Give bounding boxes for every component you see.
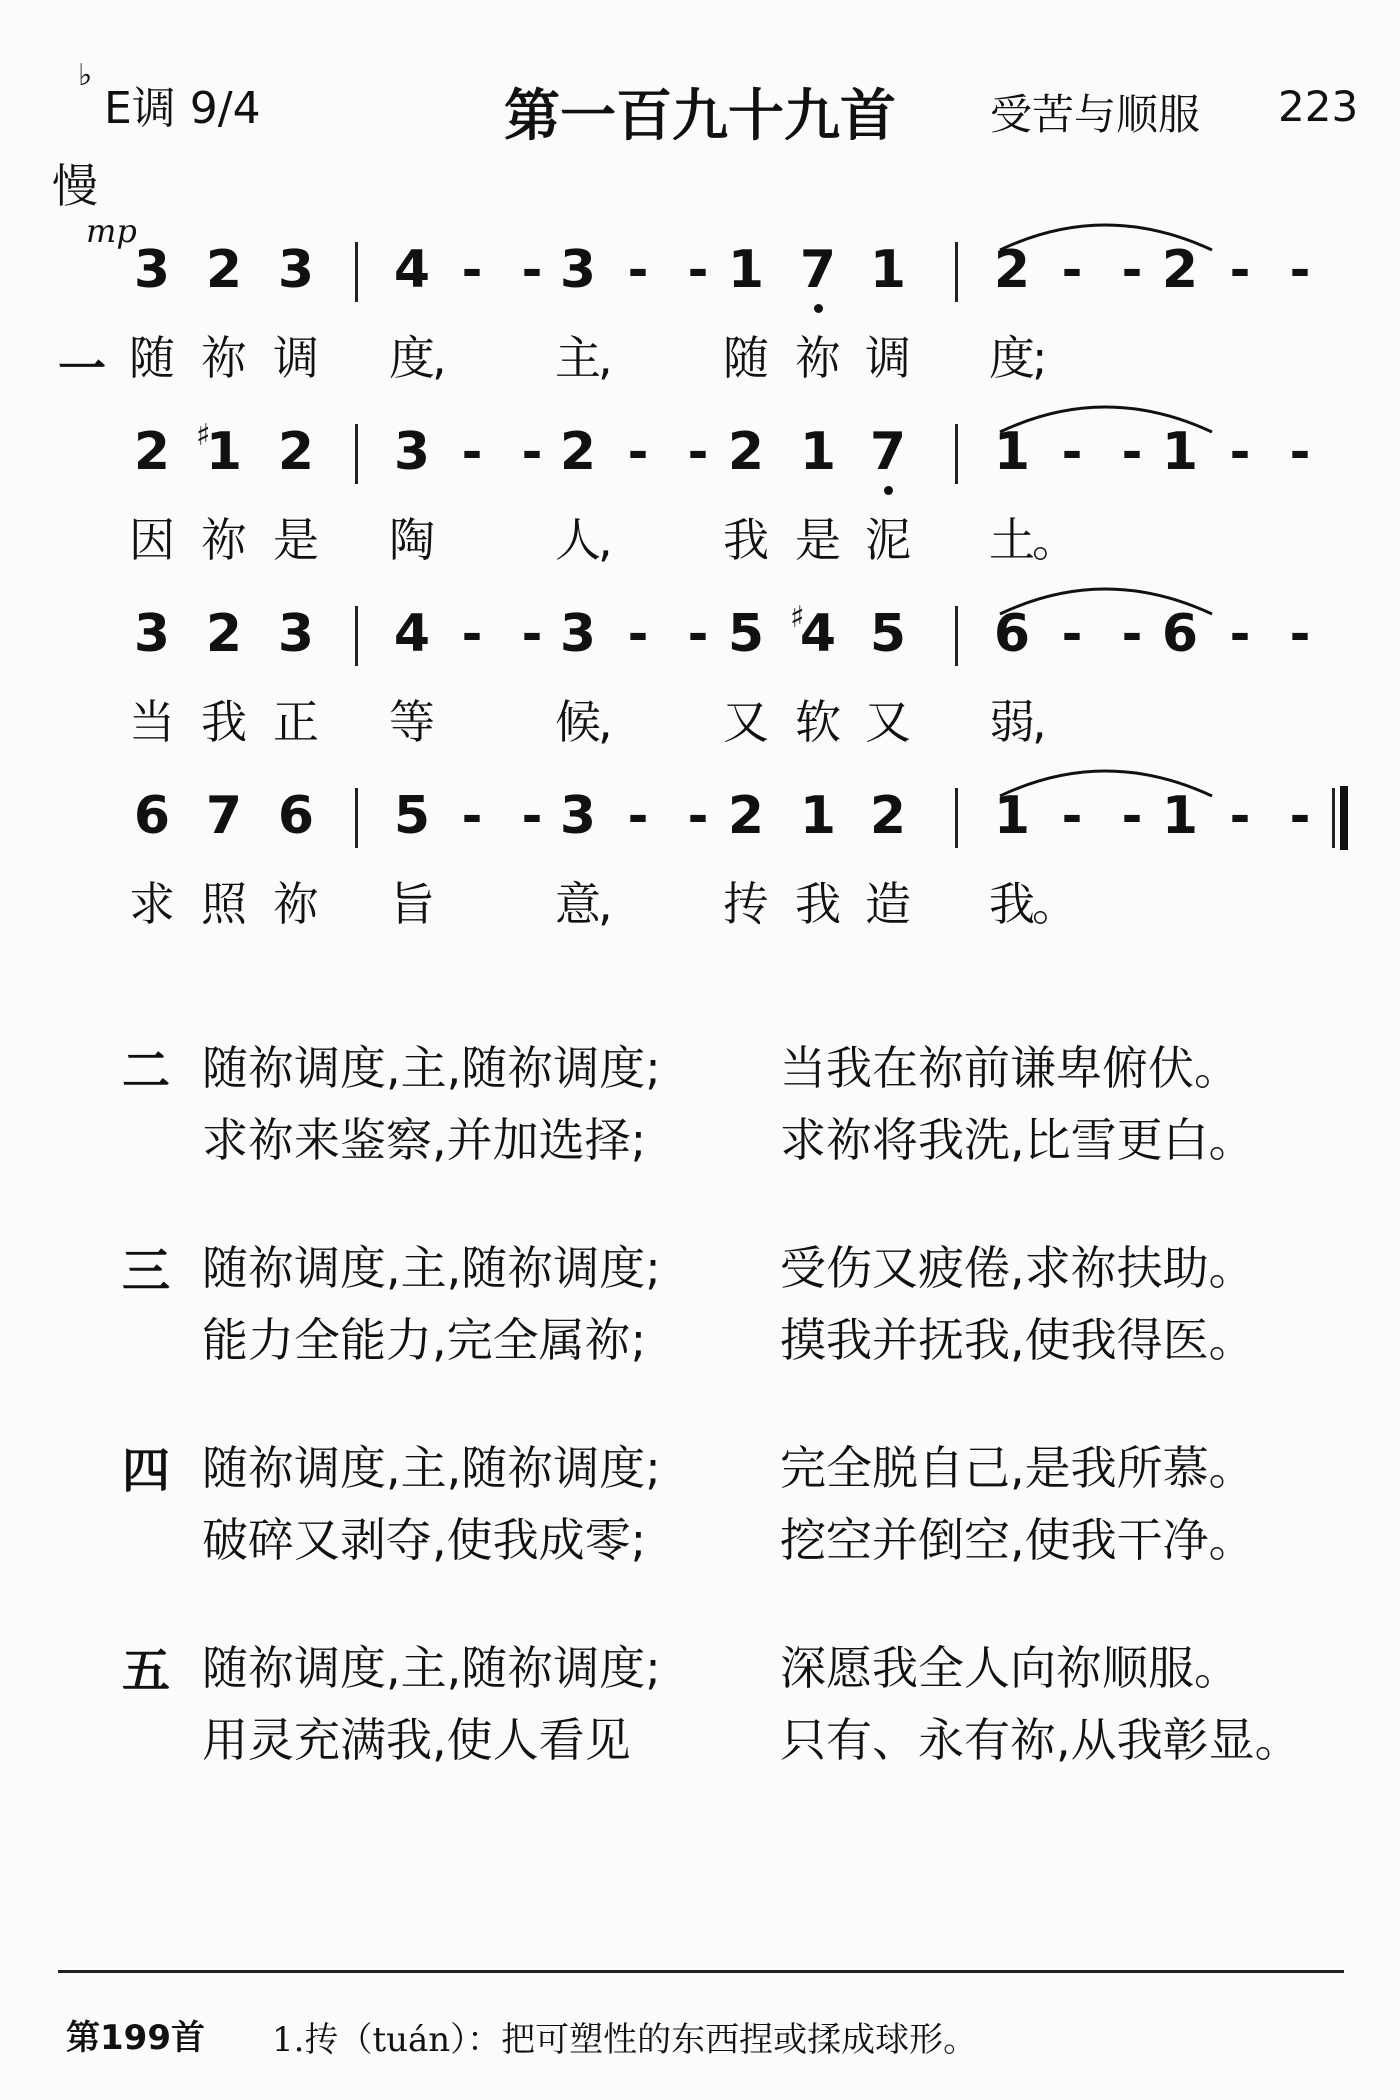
lyric-character: 祢 <box>795 331 841 385</box>
note-dash: - <box>1229 787 1251 845</box>
note-dash: - <box>1289 241 1311 299</box>
lyric-character: 土 <box>989 513 1035 567</box>
note: 3 <box>133 240 171 300</box>
footnote-divider <box>58 1970 1344 1973</box>
note: 3 <box>559 604 597 664</box>
tempo-marking: 慢 <box>52 159 98 213</box>
note: 2 <box>205 604 243 664</box>
lyric-character: 调 <box>273 331 319 385</box>
tie-line-3 <box>1000 589 1212 614</box>
lyric-character: 抟 <box>723 877 769 931</box>
note-dash: - <box>1229 241 1251 299</box>
note: 2 <box>727 422 765 482</box>
verse-line: 受伤又疲倦,求祢扶助。 <box>780 1241 1255 1295</box>
note: 2 <box>993 240 1031 300</box>
note-dash: - <box>687 241 709 299</box>
verse-line: 求祢将我洗,比雪更白。 <box>780 1113 1255 1167</box>
lyric-punctuation: , <box>598 513 613 567</box>
lyric-character: 人 <box>555 513 601 567</box>
note: 2 <box>277 422 315 482</box>
verse-line: 摸我并抚我,使我得医。 <box>780 1313 1255 1367</box>
note: 3 <box>559 786 597 846</box>
lyric-character: 泥 <box>865 513 911 567</box>
note-dash: - <box>521 241 543 299</box>
lyric-character: 造 <box>865 877 911 931</box>
lyric-character: 等 <box>389 695 435 749</box>
note-dash: - <box>687 605 709 663</box>
lyric-punctuation: 。 <box>1032 877 1078 931</box>
lyric-punctuation: , <box>1032 695 1047 749</box>
lyric-character: 意 <box>555 877 601 931</box>
verse-line: 随祢调度,主,随祢调度; <box>202 1641 661 1695</box>
lyric-character: 是 <box>795 513 841 567</box>
lyric-character: 度 <box>389 331 435 385</box>
note: 1 <box>1161 422 1199 482</box>
lyric-character: 旨 <box>389 877 435 931</box>
verse-line: 求祢来鉴察,并加选择; <box>202 1113 647 1167</box>
note: 6 <box>993 604 1031 664</box>
note: 1 <box>993 422 1031 482</box>
lyric-character: 当 <box>129 695 175 749</box>
note: 1 <box>869 240 907 300</box>
note-dash: - <box>1229 423 1251 481</box>
page-number: 223 <box>1278 82 1359 131</box>
note-dash: - <box>1121 241 1143 299</box>
note-dash: - <box>1289 605 1311 663</box>
lyric-punctuation: , <box>598 331 613 385</box>
tie-line-1 <box>1000 225 1212 250</box>
note: 4 ♯ <box>786 604 850 664</box>
verse-number: 五 <box>122 1643 171 1699</box>
note: 2 <box>1161 240 1199 300</box>
lyric-character: 候 <box>555 695 601 749</box>
note-dash: - <box>1289 423 1311 481</box>
footnote-text: 1.抟（tuán）：把可塑性的东西捏或揉成球形。 <box>272 2020 978 2060</box>
key-text: E调 9/4 <box>104 83 261 134</box>
verse-number: 二 <box>122 1043 171 1099</box>
note-dash: - <box>1061 605 1083 663</box>
note-dash: - <box>627 787 649 845</box>
note: 3 <box>559 240 597 300</box>
verse-line: 当我在祢前谦卑俯伏。 <box>780 1041 1240 1095</box>
note-dash: - <box>521 423 543 481</box>
sharp-symbol: ♯ <box>196 418 211 453</box>
note-dash: - <box>461 787 483 845</box>
lyric-character: 随 <box>723 331 769 385</box>
verse-line: 能力全能力,完全属祢; <box>202 1313 647 1367</box>
lyric-character: 调 <box>865 331 911 385</box>
note-dash: - <box>627 241 649 299</box>
hymn-title: 第一百九十九首 <box>504 84 896 149</box>
note: 2 <box>133 422 171 482</box>
note-dash: - <box>461 605 483 663</box>
note: 1 ♯ <box>192 422 256 482</box>
note: 7 <box>799 240 837 300</box>
hymn-category: 受苦与顺服 <box>990 90 1201 139</box>
note: 7 <box>869 422 907 482</box>
dynamic-marking: mp <box>86 212 137 250</box>
note: 3 <box>393 422 431 482</box>
lyric-character: 随 <box>129 331 175 385</box>
note-dash: - <box>1289 787 1311 845</box>
flat-symbol: ♭ <box>78 58 93 93</box>
lyric-character: 主 <box>555 331 601 385</box>
note-dash: - <box>1121 423 1143 481</box>
tie-line-4 <box>1000 771 1212 796</box>
note: 6 <box>277 786 315 846</box>
note-dash: - <box>627 423 649 481</box>
note-dash: - <box>1061 241 1083 299</box>
note: 3 <box>277 240 315 300</box>
verse-number: 三 <box>122 1243 171 1299</box>
note-dash: - <box>461 423 483 481</box>
note: 2 <box>205 240 243 300</box>
verse-number: 一 <box>58 341 107 397</box>
note: 5 <box>393 786 431 846</box>
note: 3 <box>277 604 315 664</box>
note-dash: - <box>1229 605 1251 663</box>
tie-marks <box>0 0 1400 900</box>
verse-line: 破碎又剥夺,使我成零; <box>202 1513 647 1567</box>
lyric-character: 弱 <box>989 695 1035 749</box>
lyric-character: 度 <box>989 331 1035 385</box>
lyric-character: 我 <box>989 877 1035 931</box>
lyric-character: 软 <box>795 695 841 749</box>
note-dash: - <box>687 787 709 845</box>
verse-line: 随祢调度,主,随祢调度; <box>202 1441 661 1495</box>
note-dash: - <box>521 605 543 663</box>
tie-line-2 <box>1000 407 1212 432</box>
note-dash: - <box>461 241 483 299</box>
lyric-punctuation: , <box>598 695 613 749</box>
lyric-character: 正 <box>273 695 319 749</box>
lyric-character: 照 <box>201 877 247 931</box>
verse-line: 随祢调度,主,随祢调度; <box>202 1241 661 1295</box>
note: 2 <box>559 422 597 482</box>
note: 3 <box>133 604 171 664</box>
lyric-punctuation: ; <box>1032 331 1048 385</box>
lyric-character: 因 <box>129 513 175 567</box>
note: 4 <box>393 240 431 300</box>
lyric-character: 祢 <box>201 331 247 385</box>
note: 2 <box>727 786 765 846</box>
note: 1 <box>799 422 837 482</box>
note: 6 <box>133 786 171 846</box>
lyric-punctuation: , <box>598 877 613 931</box>
lyric-character: 求 <box>129 877 175 931</box>
lyric-character: 我 <box>201 695 247 749</box>
lyric-punctuation: 。 <box>1032 513 1078 567</box>
lyric-character: 祢 <box>273 877 319 931</box>
note-dash: - <box>1121 605 1143 663</box>
note: 5 <box>869 604 907 664</box>
note-dash: - <box>521 787 543 845</box>
note: 1 <box>993 786 1031 846</box>
note: 5 <box>727 604 765 664</box>
verse-line: 只有、永有祢,从我彰显。 <box>780 1713 1301 1767</box>
lyric-character: 陶 <box>389 513 435 567</box>
note: 1 <box>727 240 765 300</box>
lyric-character: 又 <box>865 695 911 749</box>
lyric-character: 我 <box>795 877 841 931</box>
note-dash: - <box>1061 423 1083 481</box>
verse-line: 完全脱自己,是我所慕。 <box>780 1441 1255 1495</box>
note-dash: - <box>687 423 709 481</box>
lyric-character: 又 <box>723 695 769 749</box>
note: 7 <box>205 786 243 846</box>
note: 6 <box>1161 604 1199 664</box>
note: 2 <box>869 786 907 846</box>
note-dash: - <box>1061 787 1083 845</box>
note: 1 <box>1161 786 1199 846</box>
lyric-character: 是 <box>273 513 319 567</box>
lyric-character: 我 <box>723 513 769 567</box>
lyric-character: 祢 <box>201 513 247 567</box>
verse-line: 用灵充满我,使人看见 <box>202 1713 631 1767</box>
footnote-hymn-ref: 第199首 <box>66 2018 205 2058</box>
note-dash: - <box>627 605 649 663</box>
verse-number: 四 <box>122 1443 171 1499</box>
verse-line: 深愿我全人向祢顺服。 <box>780 1641 1240 1695</box>
sharp-symbol: ♯ <box>790 600 805 635</box>
verse-line: 挖空并倒空,使我干净。 <box>780 1513 1255 1567</box>
note: 4 <box>393 604 431 664</box>
note-dash: - <box>1121 787 1143 845</box>
lyric-punctuation: , <box>432 331 447 385</box>
note: 1 <box>799 786 837 846</box>
verse-line: 随祢调度,主,随祢调度; <box>202 1041 661 1095</box>
